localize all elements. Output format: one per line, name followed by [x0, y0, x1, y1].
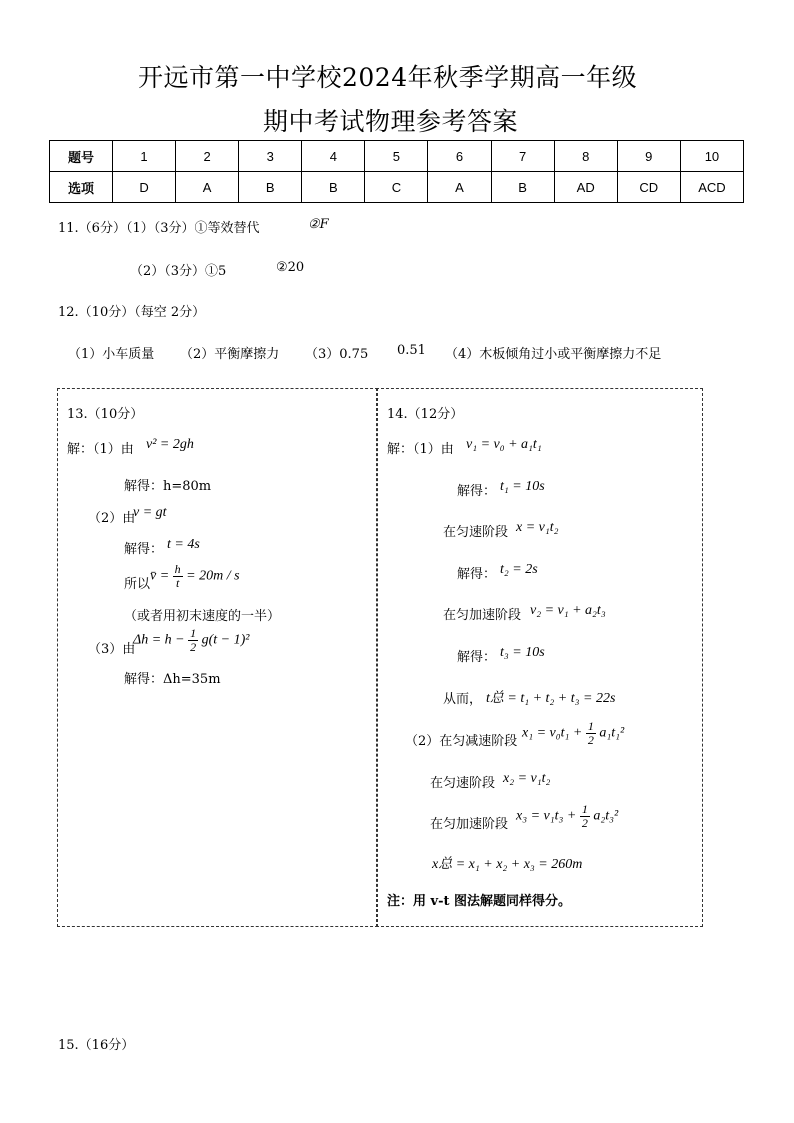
q14-uniform-label: 在匀速阶段 [443, 525, 509, 540]
table-cell: 2 [176, 141, 239, 172]
table-cell: B [239, 172, 302, 203]
table-cell: CD [617, 172, 680, 203]
fraction [586, 720, 596, 747]
formula-part: x₃ = v₁t₃ + [516, 808, 577, 824]
fraction-denominator: t [176, 576, 180, 590]
table-header-option: 选项 [50, 172, 113, 203]
fraction-denominator: 2 [581, 816, 588, 830]
q13-step-1-label: 解：（1）由 [67, 442, 134, 457]
q14-result-2: t₂ = 2s [500, 562, 538, 577]
q14-part-2-formula [522, 720, 624, 747]
q13-step-2-result: t = 4s [167, 537, 200, 552]
formula-part: Δh = h − [133, 632, 185, 648]
fraction [188, 627, 198, 654]
q14-accel-formula: v₂ = v₁ + a₂t₃ [530, 603, 606, 618]
q13-step-1-formula: v² = 2gh [146, 437, 194, 452]
q14-result-3-label: 解得： [457, 650, 497, 665]
q14-accel-2-formula [516, 803, 618, 830]
q13-step-2-formula: v = gt [133, 505, 167, 520]
q14-total-formula: t总 = t₁ + t₂ + t₃ = 22s [486, 691, 616, 706]
q14-uniform-formula: x = v₁t₂ [516, 520, 559, 535]
q14-part-2-label: （2）在匀减速阶段 [405, 734, 518, 749]
q13-step-3-formula [133, 627, 249, 654]
q11-line-2: （2）（3分）①5 [130, 264, 227, 279]
q14-note: 注：用 v-t 图法解题同样得分。 [387, 894, 572, 909]
q14-step-1-label: 解：（1）由 [387, 442, 454, 457]
table-cell: 5 [365, 141, 428, 172]
q12-head: 12.（10分）（每空 2分） [58, 305, 206, 320]
q13-average-label: 所以 [124, 577, 151, 592]
fraction-numerator: 1 [190, 626, 197, 640]
fraction-denominator: 2 [587, 733, 594, 747]
table-cell: 10 [680, 141, 743, 172]
table-cell: 6 [428, 141, 491, 172]
q14-result-3: t₃ = 10s [500, 645, 545, 660]
table-cell: 7 [491, 141, 554, 172]
q12-answer-3b: 0.51 [397, 343, 426, 358]
table-cell: B [491, 172, 554, 203]
q15-head: 15.（16分） [58, 1038, 135, 1053]
q13-note: （或者用初末速度的一半） [124, 609, 281, 624]
q12-answer-2: （2）平衡摩擦力 [180, 347, 280, 362]
q13-average-formula [150, 563, 240, 590]
fraction-denominator: 2 [190, 640, 197, 654]
q11-line-2-answer-b: ②20 [276, 260, 305, 275]
q11-line-1-answer-b: ②F [308, 217, 329, 232]
fraction-numerator: 1 [581, 802, 588, 816]
q13-step-3-label: （3）由 [88, 642, 136, 657]
table-cell: B [302, 172, 365, 203]
table-cell: 1 [113, 141, 176, 172]
formula-part: a₂t₃² [593, 808, 619, 824]
formula-part: = 20m / s [186, 568, 240, 584]
q14-result-1-label: 解得： [457, 484, 497, 499]
table-row [50, 172, 744, 203]
q13-step-1-result: 解得：h=80m [124, 479, 212, 494]
q14-uniform-2-label: 在匀速阶段 [430, 776, 496, 791]
q14-uniform-2-formula: x₂ = v₁t₂ [503, 771, 551, 786]
q13-step-2-label: （2）由 [88, 511, 136, 526]
q13-head: 13.（10分） [67, 407, 144, 422]
q12-answer-4: （4）木板倾角过小或平衡摩擦力不足 [445, 347, 662, 362]
table-header-number: 题号 [50, 141, 113, 172]
fraction-numerator: h [174, 562, 181, 576]
fraction [580, 803, 590, 830]
table-cell: 9 [617, 141, 680, 172]
title-line-2: 期中考试物理参考答案 [263, 107, 519, 136]
table-cell: 4 [302, 141, 365, 172]
table-cell: 8 [554, 141, 617, 172]
table-cell: ACD [680, 172, 743, 203]
q13-answer-box [57, 388, 378, 927]
table-row [50, 141, 744, 172]
formula-part: x₁ = v₀t₁ + [522, 725, 583, 741]
table-cell: AD [554, 172, 617, 203]
table-cell: C [365, 172, 428, 203]
fraction-numerator: 1 [587, 719, 594, 733]
q14-accel-label: 在匀加速阶段 [443, 608, 522, 623]
q14-step-1-formula: v₁ = v₀ + a₁t₁ [466, 437, 542, 452]
q12-answer-1: （1）小车质量 [68, 347, 155, 362]
title-line-1: 开远市第一中学校2024年秋季学期高一年级 [138, 63, 638, 92]
q14-accel-2-label: 在匀加速阶段 [430, 817, 509, 832]
q14-head: 14.（12分） [387, 407, 464, 422]
q14-total-distance: x总 = x₁ + x₂ + x₃ = 260m [432, 857, 583, 872]
table-cell: D [113, 172, 176, 203]
answer-table [49, 140, 744, 203]
q14-result-1: t₁ = 10s [500, 479, 545, 494]
q11-line-1: 11.（6分）（1）（3分）①等效替代 [58, 221, 260, 236]
table-cell: A [176, 172, 239, 203]
q14-result-2-label: 解得： [457, 567, 497, 582]
formula-part: a₁t₁² [599, 725, 625, 741]
table-cell: 3 [239, 141, 302, 172]
q12-answer-3: （3）0.75 [305, 347, 369, 362]
formula-part: g(t − 1)² [201, 632, 250, 648]
q13-step-2-result-label: 解得： [124, 542, 164, 557]
table-cell: A [428, 172, 491, 203]
q14-total-label: 从而， [443, 692, 483, 707]
fraction [173, 563, 183, 590]
q13-step-3-result: 解得：Δh=35m [124, 672, 221, 687]
formula-part: v̄ = [150, 568, 170, 584]
